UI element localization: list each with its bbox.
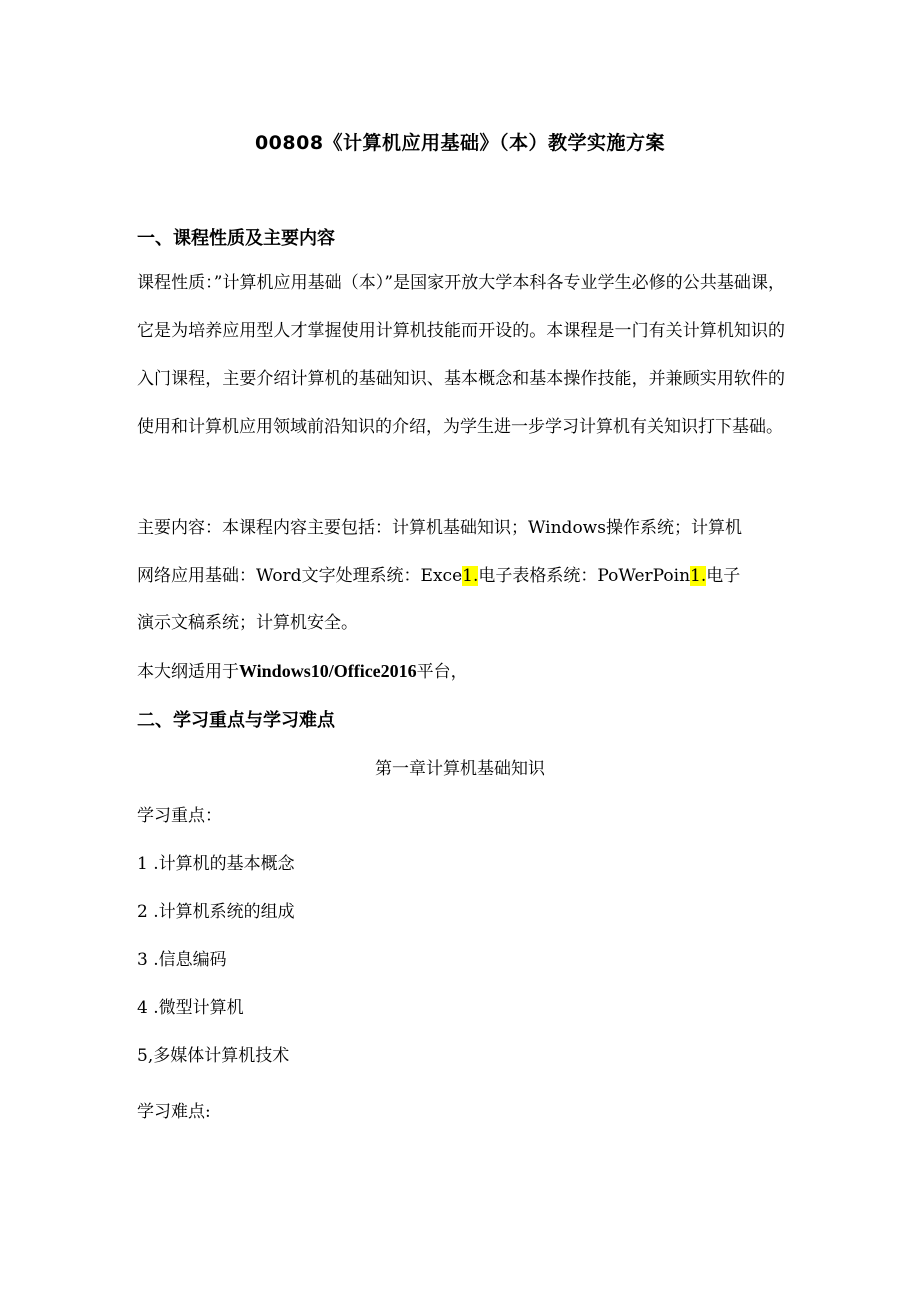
chapter-title: 第一章计算机基础知识 <box>375 759 545 779</box>
document-title: 00808《计算机应用基础》（本）教学实施方案 <box>254 132 666 154</box>
focus-item: 4 .微型计算机 <box>137 998 244 1018</box>
main-content-line-1: 主要内容：本课程内容主要包括：计算机基础知识；Windows操作系统；计算机 <box>137 518 742 538</box>
course-nature-paragraph: 课程性质：”计算机应用基础（本）”是国家开放大学本科各专业学生必修的公共基础课，它是为培养应用型人才掌握使用计算机技能而开设的。本课程是一门有关计算机知识的入门课程，主要介绍计算机的基础知识、基本概念和基本操作技能，并兼顾实用软件的使用和计算机应用领域前沿知识的介绍，为学生进一步学习计算机有关知识打下基础。 <box>137 273 785 437</box>
platform-name: Windows10/Office2016 <box>239 661 417 681</box>
focus-item: 2 .计算机系统的组成 <box>137 902 295 922</box>
highlight-mark-1: 1. <box>462 566 479 586</box>
platform-suffix: 平台， <box>416 662 468 682</box>
highlight-mark-2: 1. <box>690 566 707 586</box>
section2-heading: 二、学习重点与学习难点 <box>137 710 335 731</box>
focus-item: 3 .信息编码 <box>137 950 227 970</box>
difficulty-label: 学习难点: <box>137 1102 211 1122</box>
main-content-line-3: 演示文稿系统；计算机安全。 <box>137 613 358 633</box>
focus-item: 5,多媒体计算机技术 <box>137 1046 290 1066</box>
main-content-line-2-part-c: 电子 <box>706 566 741 586</box>
focus-item: 1 .计算机的基本概念 <box>137 854 295 874</box>
main-content-line-2-part-b: 电子表格系统：PoWerPoin <box>478 566 691 586</box>
main-content-line-2 <box>137 561 740 586</box>
main-content-line-2-part-a: 网络应用基础：Word文字处理系统：Exce <box>137 566 463 586</box>
focus-label: 学习重点： <box>137 806 222 826</box>
platform-prefix: 本大纲适用于 <box>137 662 239 682</box>
platform-statement <box>137 657 468 682</box>
section1-heading: 一、课程性质及主要内容 <box>137 228 335 249</box>
